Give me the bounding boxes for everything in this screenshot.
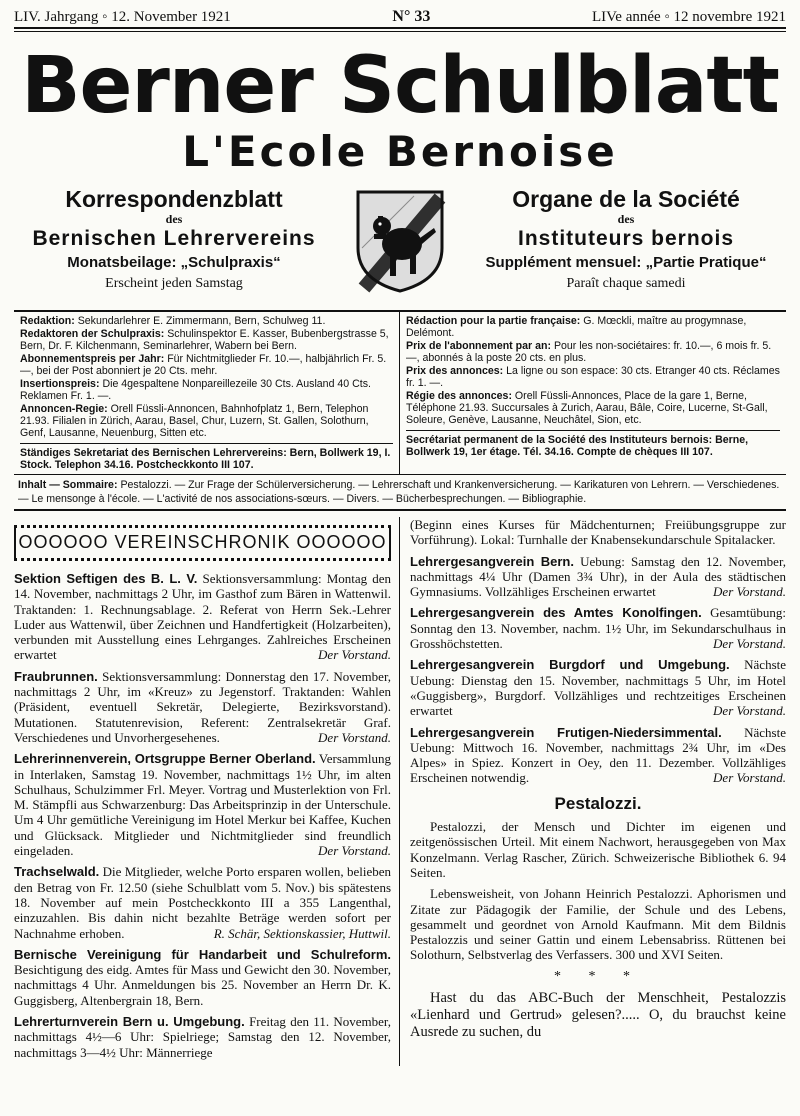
info-right-sekretariat: Secrétariat permanent de la Société des Instituteurs bernois: Berne, Bollwerk 19, 1er étage. Tél. 34.16. Compte de chèques III 107. xyxy=(406,430,780,458)
info-right-item: Prix des annonces: La ligne ou son espace: 30 cts. Etranger 40 cts. Réclames fr. 1. —. xyxy=(406,365,780,389)
notice-item: Lehrergesangverein Bern. Uebung: Samstag den 12. November, nachmittags 4¼ Uhr (Damen 3¾ Uhr), in der Aula des städtischen Gymnasiums. Vollzähliges Erscheinen erwartet Der Vorstand. xyxy=(410,553,786,600)
header-left-line2: des xyxy=(165,212,183,226)
header-right-line1: Organe de la Société xyxy=(512,186,740,212)
notice-item: Lehrergesangverein Burgdorf und Umgebung. Nächste Uebung: Dienstag den 15. November, nachmittags 5 Uhr, im Hotel «Guggisberg», Burgdorf. Vollzähliges und rechtzeitiges Erscheinen erwartet Der Vorstand. xyxy=(410,657,787,719)
pestalozzi-paragraph: Pestalozzi, der Mensch und Dichter im eigenen und zeitgenössischen Urteil. Mit einem Nachwort, herausgegeben von Max Konzelmann. Verlag Rascher, Zürich. Schweizerische Bibliothek 6. 94 Seiten. xyxy=(410,819,786,880)
notice-item: (Beginn eines Kurses für Mädchenturnen; Freiübungsgruppe zur Vorführung). Lokal: Turnhalle der Knabensekundarschule Spitalacker. xyxy=(410,517,786,548)
pestalozzi-paragraph: Hast du das ABC-Buch der Menschheit, Pestalozzis «Lienhard und Gertrud» gelesen?..... O, du brauchst keine Ausrede zu suchen, du xyxy=(410,990,786,1041)
bear-crest-icon xyxy=(354,188,446,294)
info-left-item: Redaktoren der Schulpraxis: Schulinspektor E. Kasser, Bubenbergstrasse 5, Bern, Dr. F. Kilchenmann, Seminarlehrer, Wabern bei Bern. xyxy=(20,328,389,352)
info-left-item: Abonnementspreis per Jahr: Für Nichtmitglieder Fr. 10.—, halbjährlich Fr. 5.—, bei der Post abonniert je 20 Cts. mehr. xyxy=(20,353,387,377)
header-left-line1: Korrespondenzblatt xyxy=(65,186,283,212)
notice-item: Trachselwald. Die Mitglieder, welche Porto ersparen wollen, belieben den Betrag von Fr. 12.50 (siehe Schulblatt vom 5. Nov.) bis spätestens 18. November auf mein Postcheckkonto III a 355 Langenthal, einzuzahlen. Bis dahin nicht bezahlte Beträge werden sofort per Nachnahme erhoben. R. Schär, Sektionskassier, Huttwil. xyxy=(14,864,391,941)
header-right-line2: des xyxy=(617,212,635,226)
vereinschronik-heading: OOOOOO VEREINSCHRONIK OOOOOO xyxy=(14,525,391,561)
pestalozzi-paragraph: Lebensweisheit, von Johann Heinrich Pestalozzi. Aphorismen und Zitate zur Pädagogik der Familie, der Schule und des Lebens, gesammelt und geordnet von Arnold Kaufmann. Mit dem Bildnis Pestalozzis und seiner Gattin und einem Lebensabriss. Rüttenen bei Solothurn, Selbstverlag des Verfassers. 300 und XVI Seiten. xyxy=(410,886,786,963)
info-right-item: Prix de l'abonnement par an: Pour les non-sociétaires: fr. 10.—, 6 mois fr. 5.—, abonnés à la poste 20 cts. en plus. xyxy=(406,340,772,364)
info-left xyxy=(14,312,400,474)
info-left-item: Redaktion: Sekundarlehrer E. Zimmermann, Bern, Schulweg 11. xyxy=(20,315,326,327)
info-left-item: Annoncen-Regie: Orell Füssli-Annoncen, Bahnhofplatz 1, Bern, Telephon 21.93. Filialen in Zürich, Aarau, Basel, Chur, Luzern, St. Gallen, Solothurn, Genf, Lausanne, Neuenburg, Sitten etc. xyxy=(20,403,369,439)
section-stars: * * * xyxy=(554,968,642,984)
info-right xyxy=(400,312,786,474)
notice-item: Fraubrunnen. Sektionsversammlung: Donnerstag den 17. November, nachmittags 2 Uhr, im «Kreuz» zu Jegenstorf. Traktanden: Wahlen (Präsident, eventuell Sekretär, Delegierte, Bezirksvorstand). Mutationen. Statutenrevision, Referent: Zentralsekretär Graf. Verschiedenes und Unvorhergesehenes. Der Vorstand. xyxy=(14,668,391,745)
top-rule xyxy=(14,27,786,32)
issue-number: N° 33 xyxy=(392,8,431,25)
notice-item: Lehrergesangverein des Amtes Konolfingen. Gesamtübung: Sonntag den 13. November, nachm. 1½ Uhr, im Sekundarschulhaus in Grosshöchstetten. Der Vorstand. xyxy=(410,605,786,652)
contents-label: Inhalt — Sommaire: xyxy=(18,479,118,491)
header-left-line5: Erscheint jeden Samstag xyxy=(105,276,243,291)
issue-left: LIV. Jahrgang ◦ 12. November 1921 xyxy=(14,9,231,25)
left-column xyxy=(14,517,400,1066)
header-block xyxy=(14,186,786,302)
body-columns xyxy=(14,517,786,1066)
pestalozzi-title: Pestalozzi. xyxy=(554,793,642,813)
issue-line xyxy=(14,0,786,24)
notice-item: Sektion Seftigen des B. L. V. Sektionsversammlung: Montag den 14. November, nachmittags 2 Uhr, im Gasthof zum Bären in Wattenwil. Traktanden: 1. Rechnungsablage. 2. Referat von Herrn Sek.-Lehrer Luder aus Wattenwil, über Zeichnen und Handfertigkeit (Holzarbeiten), verbunden mit Ausstellung eines Lehrganges. Zahlreiches Erscheinen erwartet Der Vorstand. xyxy=(14,571,392,663)
header-left-line3: Bernischen Lehrervereins xyxy=(32,227,316,250)
issue-right: LIVe année ◦ 12 novembre 1921 xyxy=(591,9,786,25)
notice-item: Lehrerinnenverein, Ortsgruppe Berner Oberland. Versammlung in Interlaken, Samstag 19. November, nachmittags 1½ Uhr, im alten Schulhaus, Schulzimmer Frl. Meyer. Vortrag und Musterlektion von Frl. M. Stämpfli aus Schwarzenburg: Das Arbeitsprinzip in der Unterschule. Um 4 Uhr gemütliche Vereinigung im Hotel Merkur bei Kaffee, Kuchen und Glücksack. Mitglieder und Nichtmitglieder sind freundlich eingeladen. Der Vorstand. xyxy=(14,751,392,859)
info-left-sekretariat: Ständiges Sekretariat des Bernischen Lehrervereins: Bern, Bollwerk 19, I. Stock. Telephon 34.16. Postcheckkonto III 107. xyxy=(20,443,393,471)
info-right-item: Rédaction pour la partie française: G. Mœckli, maître au progymnase, Delémont. xyxy=(406,315,747,339)
contents-text: Pestalozzi. — Zur Frage der Schülerversicherung. — Lehrerschaft und Krankenversicherung. — Karikaturen von Lehrern. — Verschiedenes. — Le mensonge à l'école. — L'activité de nos associations-sœurs. — Divers. — Bücherbesprechungen. — Bibliographie. xyxy=(18,479,780,505)
info-box xyxy=(14,310,786,475)
header-right xyxy=(466,186,786,294)
masthead-title: Berner Schulblatt xyxy=(21,41,779,131)
header-left xyxy=(14,186,334,294)
masthead-subtitle: L'Ecole Bernoise xyxy=(182,127,618,176)
notice-item: Bernische Vereinigung für Handarbeit und Schulreform. Besichtigung des eidg. Amtes für Mass und Gewicht den 30. November, nachmittags 4 Uhr. Anmeldungen bis 25. November an Herrn Dr. K. Guggisberg, Altenbergrain 18, Bern. xyxy=(14,946,391,1008)
right-column xyxy=(400,517,786,1066)
notice-item: Lehrerturnverein Bern u. Umgebung. Freitag den 11. November, nachmittags 4½—6 Uhr: Spielriege; Samstag den 12. November, nachmittags 3—4½ Uhr: Männerriege xyxy=(14,1014,391,1060)
notice-item: Lehrergesangverein Frutigen-Niedersimmental. Nächste Uebung: Mittwoch 16. November, nachmittags 2¾ Uhr, im «Des Alpes» in Spiez. Konzert in Oey, den 11. Dezember. Vollzähliges Erscheinen notwendig. Der Vorstand. xyxy=(410,724,786,786)
header-right-line4: Supplément mensuel: „Partie Pratique“ xyxy=(485,254,767,271)
info-right-item: Régie des annonces: Orell Füssli-Annonces, Place de la gare 1, Berne, Téléphone 21.93. Succursales à Zurich, Aarau, Bâle, Coire, Lucerne, St-Gall, Soleure, Genève, Lausanne, Neuchâtel, Sion, etc. xyxy=(406,390,768,426)
header-right-line3: Instituteurs bernois xyxy=(517,227,735,250)
info-left-item: Insertionspreis: Die 4gespaltene Nonpareillezeile 30 Cts. Ausland 40 Cts. Reklamen Fr. 1. —. xyxy=(20,378,371,402)
header-left-line4: Monatsbeilage: „Schulpraxis“ xyxy=(67,254,281,271)
table-of-contents xyxy=(14,475,786,511)
header-right-line5: Paraît chaque samedi xyxy=(566,276,686,291)
